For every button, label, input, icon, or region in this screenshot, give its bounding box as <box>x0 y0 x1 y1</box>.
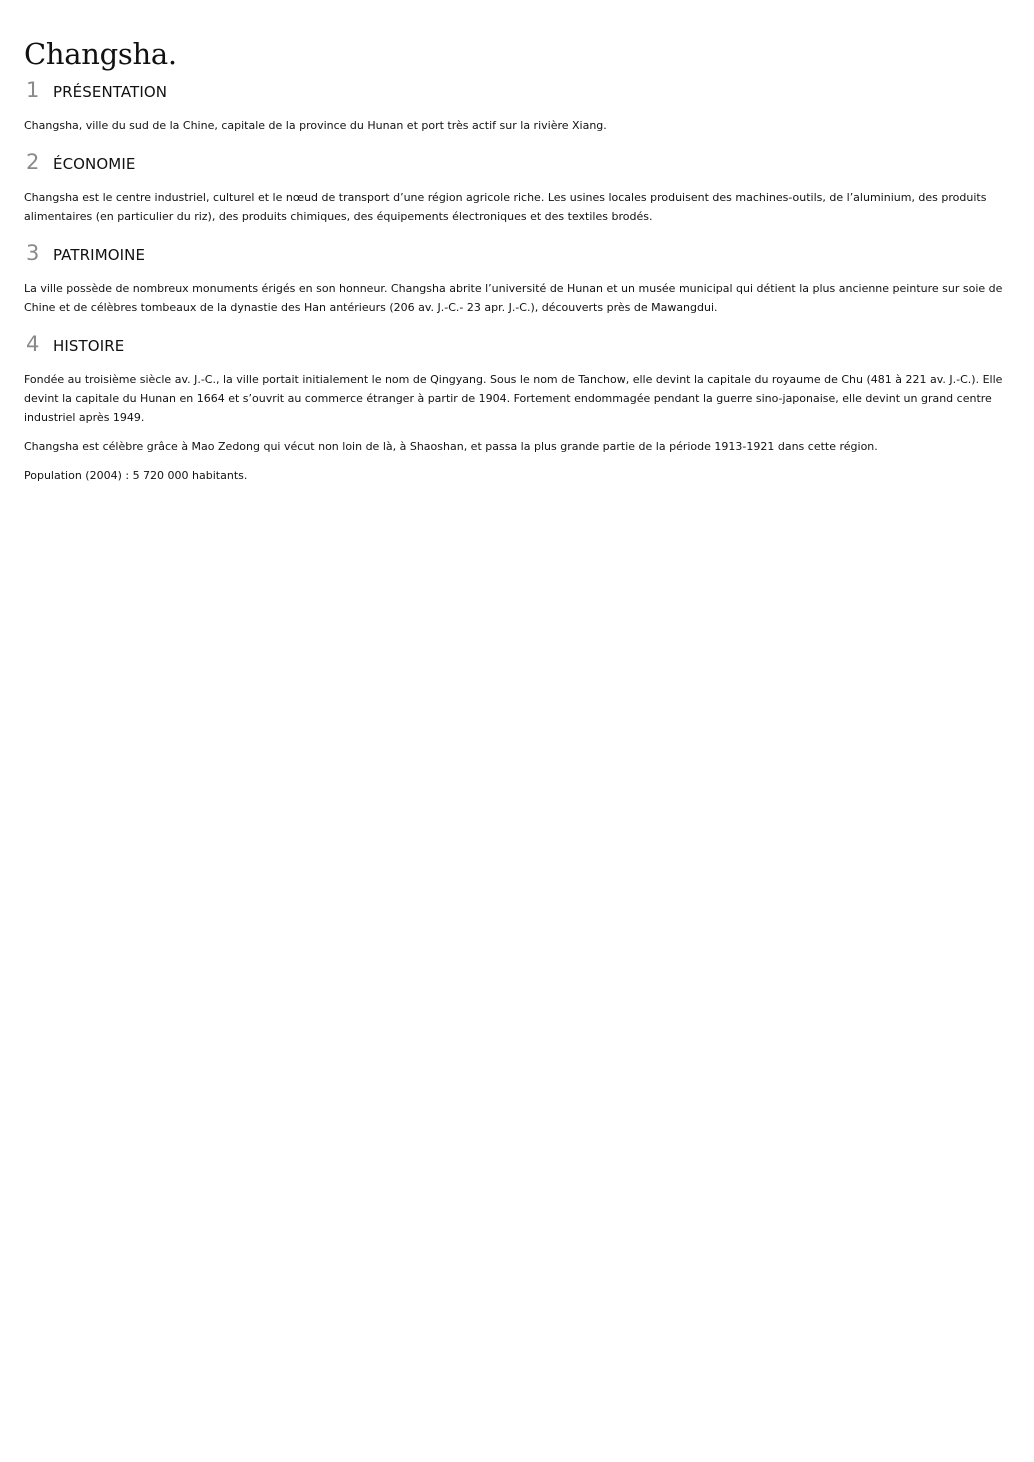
section-histoire <box>24 332 1009 485</box>
section-title: PRÉSENTATION <box>53 83 168 101</box>
paragraph: Changsha, ville du sud de la Chine, capitale de la province du Hunan et port très actif sur la rivière Xiang. <box>24 119 607 132</box>
section-heading <box>24 150 1009 174</box>
section-number: 4 <box>26 332 40 356</box>
document-page <box>24 34 1009 485</box>
section-heading <box>24 332 1009 356</box>
section-heading <box>24 78 1009 102</box>
section-heading <box>24 241 1009 265</box>
section-number: 1 <box>26 78 40 102</box>
section-number: 2 <box>26 150 40 174</box>
paragraph: Fondée au troisième siècle av. J.-C., la ville portait initialement le nom de Qingyang. Sous le nom de Tanchow, elle devint la capitale du royaume de Chu (481 à 221 av. J.-C.). Elle devint la capitale du Hunan en 1664 et s’ouvrit au commerce étranger à partir de 1904. Fortement endommagée pendant la guerre sino-japonaise, elle devint un grand centre industriel après 1949. <box>24 373 1003 424</box>
section-economie <box>24 150 1009 226</box>
section-presentation <box>24 78 1009 135</box>
section-patrimoine <box>24 241 1009 317</box>
page-title: Changsha. <box>24 37 177 71</box>
section-title: ÉCONOMIE <box>53 155 136 173</box>
paragraph: Population (2004) : 5 720 000 habitants. <box>24 469 248 482</box>
section-number: 3 <box>26 241 40 265</box>
paragraph: La ville possède de nombreux monuments érigés en son honneur. Changsha abrite l’université de Hunan et un musée municipal qui détient la plus ancienne peinture sur soie de Chine et de célèbres tombeaux de la dynastie des Han antérieurs (206 av. J.-C.- 23 apr. J.-C.), découverts près de Mawangdui. <box>24 282 1003 314</box>
section-title: HISTOIRE <box>53 337 125 355</box>
section-title: PATRIMOINE <box>53 246 146 264</box>
paragraph: Changsha est le centre industriel, culturel et le nœud de transport d’une région agricole riche. Les usines locales produisent des machines-outils, de l’aluminium, des produits alimentaires (en particulier du riz), des produits chimiques, des équipements électroniques et des textiles brodés. <box>24 191 987 223</box>
paragraph: Changsha est célèbre grâce à Mao Zedong qui vécut non loin de là, à Shaoshan, et passa la plus grande partie de la période 1913-1921 dans cette région. <box>24 440 878 453</box>
